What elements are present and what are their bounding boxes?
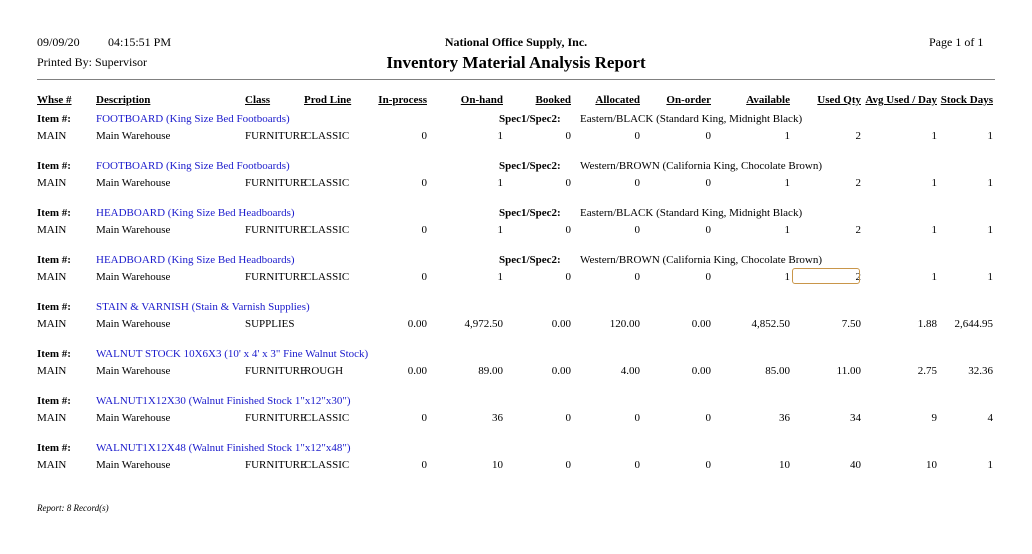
inprocess-cell: 0 bbox=[421, 224, 427, 236]
report-title: Inventory Material Analysis Report bbox=[386, 53, 646, 72]
desc-cell: Main Warehouse bbox=[96, 412, 171, 424]
prodline-cell: ROUGH bbox=[304, 365, 344, 377]
inprocess-cell: 0.00 bbox=[407, 365, 427, 377]
spec-value: Eastern/BLACK (Standard King, Midnight Black) bbox=[580, 113, 803, 125]
record-group bbox=[0, 395, 1032, 431]
stockdays-cell: 1 bbox=[987, 130, 993, 142]
avgused-cell: 9 bbox=[931, 412, 937, 424]
item-label: Item #: bbox=[37, 160, 71, 172]
avgused-cell: 10 bbox=[926, 459, 937, 471]
inprocess-cell: 0 bbox=[421, 412, 427, 424]
desc-cell: Main Warehouse bbox=[96, 318, 171, 330]
onorder-cell: 0 bbox=[705, 177, 711, 189]
onorder-cell: 0 bbox=[705, 130, 711, 142]
onhand-cell: 4,972.50 bbox=[464, 318, 503, 330]
onorder-cell: 0 bbox=[705, 271, 711, 283]
stockdays-cell: 2,644.95 bbox=[954, 318, 993, 330]
available-cell: 10 bbox=[779, 459, 790, 471]
stockdays-cell: 1 bbox=[987, 459, 993, 471]
onhand-cell: 1 bbox=[497, 271, 503, 283]
prodline-cell: CLASSIC bbox=[304, 130, 350, 142]
spec-label: Spec1/Spec2: bbox=[499, 113, 561, 125]
item-label: Item #: bbox=[37, 207, 71, 219]
prodline-cell: CLASSIC bbox=[304, 224, 350, 236]
spec-value: Eastern/BLACK (Standard King, Midnight Black) bbox=[580, 207, 803, 219]
booked-cell: 0 bbox=[565, 412, 571, 424]
available-cell: 1 bbox=[784, 130, 790, 142]
whse-cell: MAIN bbox=[37, 365, 67, 377]
stockdays-cell: 32.36 bbox=[968, 365, 993, 377]
col-description: Description bbox=[96, 94, 151, 106]
class-cell: FURNITURE bbox=[245, 271, 307, 283]
spec-label: Spec1/Spec2: bbox=[499, 254, 561, 266]
booked-cell: 0 bbox=[565, 130, 571, 142]
whse-cell: MAIN bbox=[37, 459, 67, 471]
prodline-cell: CLASSIC bbox=[304, 412, 350, 424]
avgused-cell: 1 bbox=[931, 224, 937, 236]
usedqty-cell: 34 bbox=[850, 412, 861, 424]
spec-label: Spec1/Spec2: bbox=[499, 207, 561, 219]
allocated-cell: 4.00 bbox=[620, 365, 640, 377]
desc-cell: Main Warehouse bbox=[96, 459, 171, 471]
item-link[interactable]: WALNUT STOCK 10X6X3 (10' x 4' x 3" Fine Walnut Stock) bbox=[96, 348, 369, 360]
booked-cell: 0.00 bbox=[551, 365, 571, 377]
available-cell: 4,852.50 bbox=[751, 318, 790, 330]
item-link[interactable]: STAIN & VARNISH (Stain & Varnish Supplies) bbox=[96, 301, 310, 313]
usedqty-cell: 2 bbox=[855, 224, 861, 236]
available-cell: 1 bbox=[784, 224, 790, 236]
whse-cell: MAIN bbox=[37, 177, 67, 189]
desc-cell: Main Warehouse bbox=[96, 130, 171, 142]
record-group bbox=[0, 160, 1032, 196]
item-link[interactable]: FOOTBOARD (King Size Bed Footboards) bbox=[96, 113, 290, 125]
desc-cell: Main Warehouse bbox=[96, 365, 171, 377]
available-cell: 36 bbox=[779, 412, 790, 424]
onorder-cell: 0 bbox=[705, 224, 711, 236]
onorder-cell: 0.00 bbox=[691, 318, 711, 330]
whse-cell: MAIN bbox=[37, 224, 67, 236]
stockdays-cell: 1 bbox=[987, 177, 993, 189]
col-avgused: Avg Used / Day bbox=[865, 94, 937, 106]
booked-cell: 0.00 bbox=[551, 318, 571, 330]
avgused-cell: 1.88 bbox=[917, 318, 937, 330]
item-link[interactable]: HEADBOARD (King Size Bed Headboards) bbox=[96, 254, 295, 266]
col-inprocess: In-process bbox=[378, 94, 427, 106]
avgused-cell: 1 bbox=[931, 177, 937, 189]
item-label: Item #: bbox=[37, 442, 71, 454]
available-cell: 1 bbox=[784, 177, 790, 189]
spec-value: Western/BROWN (California King, Chocolate Brown) bbox=[580, 254, 822, 266]
avgused-cell: 1 bbox=[931, 271, 937, 283]
onorder-cell: 0 bbox=[705, 412, 711, 424]
allocated-cell: 0 bbox=[634, 412, 640, 424]
item-label: Item #: bbox=[37, 348, 71, 360]
item-link[interactable]: HEADBOARD (King Size Bed Headboards) bbox=[96, 207, 295, 219]
whse-cell: MAIN bbox=[37, 412, 67, 424]
allocated-cell: 0 bbox=[634, 177, 640, 189]
class-cell: FURNITURE bbox=[245, 177, 307, 189]
allocated-cell: 0 bbox=[634, 224, 640, 236]
usedqty-cell[interactable]: 2 bbox=[855, 271, 861, 283]
usedqty-cell: 40 bbox=[850, 459, 861, 471]
onorder-cell: 0.00 bbox=[691, 365, 711, 377]
printed-by: Printed By: Supervisor bbox=[37, 55, 147, 69]
record-group bbox=[0, 254, 1032, 290]
inprocess-cell: 0.00 bbox=[407, 318, 427, 330]
page-number: Page 1 of 1 bbox=[929, 35, 984, 49]
usedqty-cell: 11.00 bbox=[836, 365, 861, 377]
col-allocated: Allocated bbox=[595, 94, 640, 106]
onhand-cell: 10 bbox=[492, 459, 503, 471]
col-whse: Whse # bbox=[37, 94, 72, 106]
onorder-cell: 0 bbox=[705, 459, 711, 471]
col-available: Available bbox=[746, 94, 790, 106]
inprocess-cell: 0 bbox=[421, 271, 427, 283]
booked-cell: 0 bbox=[565, 177, 571, 189]
onhand-cell: 1 bbox=[497, 224, 503, 236]
avgused-cell: 1 bbox=[931, 130, 937, 142]
item-label: Item #: bbox=[37, 113, 71, 125]
col-class: Class bbox=[245, 94, 271, 106]
onhand-cell: 36 bbox=[492, 412, 503, 424]
col-onhand: On-hand bbox=[460, 94, 503, 106]
item-label: Item #: bbox=[37, 395, 71, 407]
header-divider bbox=[37, 79, 995, 80]
booked-cell: 0 bbox=[565, 459, 571, 471]
allocated-cell: 0 bbox=[634, 271, 640, 283]
allocated-cell: 120.00 bbox=[609, 318, 640, 330]
stockdays-cell: 4 bbox=[987, 412, 993, 424]
spec-label: Spec1/Spec2: bbox=[499, 160, 561, 172]
col-usedqty: Used Qty bbox=[817, 94, 861, 106]
col-prodline: Prod Line bbox=[304, 94, 352, 106]
class-cell: FURNITURE bbox=[245, 224, 307, 236]
desc-cell: Main Warehouse bbox=[96, 271, 171, 283]
available-cell: 85.00 bbox=[765, 365, 790, 377]
item-label: Item #: bbox=[37, 254, 71, 266]
class-cell: FURNITURE bbox=[245, 459, 307, 471]
prodline-cell: CLASSIC bbox=[304, 177, 350, 189]
record-group bbox=[0, 442, 1032, 478]
record-group bbox=[0, 207, 1032, 243]
class-cell: FURNITURE bbox=[245, 130, 307, 142]
onhand-cell: 1 bbox=[497, 130, 503, 142]
usedqty-cell: 7.50 bbox=[841, 318, 861, 330]
item-link[interactable]: WALNUT1X12X30 (Walnut Finished Stock 1"x12"x30") bbox=[96, 395, 351, 407]
report-date: 09/09/20 bbox=[37, 35, 80, 49]
class-cell: SUPPLIES bbox=[245, 318, 295, 330]
class-cell: FURNITURE bbox=[245, 412, 307, 424]
stockdays-cell: 1 bbox=[987, 224, 993, 236]
company-name: National Office Supply, Inc. bbox=[444, 35, 588, 49]
usedqty-cell: 2 bbox=[855, 130, 861, 142]
allocated-cell: 0 bbox=[634, 130, 640, 142]
avgused-cell: 2.75 bbox=[917, 365, 937, 377]
inprocess-cell: 0 bbox=[421, 130, 427, 142]
prodline-cell: CLASSIC bbox=[304, 459, 350, 471]
item-link[interactable]: WALNUT1X12X48 (Walnut Finished Stock 1"x12"x48") bbox=[96, 442, 351, 454]
stockdays-cell: 1 bbox=[987, 271, 993, 283]
record-group bbox=[0, 348, 1032, 384]
inprocess-cell: 0 bbox=[421, 459, 427, 471]
inprocess-cell: 0 bbox=[421, 177, 427, 189]
onhand-cell: 89.00 bbox=[478, 365, 503, 377]
record-group bbox=[0, 113, 1032, 149]
col-onorder: On-order bbox=[666, 94, 711, 106]
booked-cell: 0 bbox=[565, 271, 571, 283]
desc-cell: Main Warehouse bbox=[96, 224, 171, 236]
cell-focus-outline[interactable] bbox=[792, 268, 860, 284]
available-cell: 1 bbox=[784, 271, 790, 283]
item-link[interactable]: FOOTBOARD (King Size Bed Footboards) bbox=[96, 160, 290, 172]
whse-cell: MAIN bbox=[37, 318, 67, 330]
report-time: 04:15:51 PM bbox=[108, 35, 172, 49]
whse-cell: MAIN bbox=[37, 130, 67, 142]
whse-cell: MAIN bbox=[37, 271, 67, 283]
item-label: Item #: bbox=[37, 301, 71, 313]
spec-value: Western/BROWN (California King, Chocolate Brown) bbox=[580, 160, 822, 172]
onhand-cell: 1 bbox=[497, 177, 503, 189]
col-booked: Booked bbox=[535, 94, 571, 106]
col-stockdays: Stock Days bbox=[940, 94, 993, 106]
usedqty-cell: 2 bbox=[855, 177, 861, 189]
record-group bbox=[0, 301, 1032, 337]
desc-cell: Main Warehouse bbox=[96, 177, 171, 189]
booked-cell: 0 bbox=[565, 224, 571, 236]
record-count-footer: Report: 8 Record(s) bbox=[37, 503, 109, 513]
prodline-cell: CLASSIC bbox=[304, 271, 350, 283]
class-cell: FURNITURE bbox=[245, 365, 307, 377]
allocated-cell: 0 bbox=[634, 459, 640, 471]
